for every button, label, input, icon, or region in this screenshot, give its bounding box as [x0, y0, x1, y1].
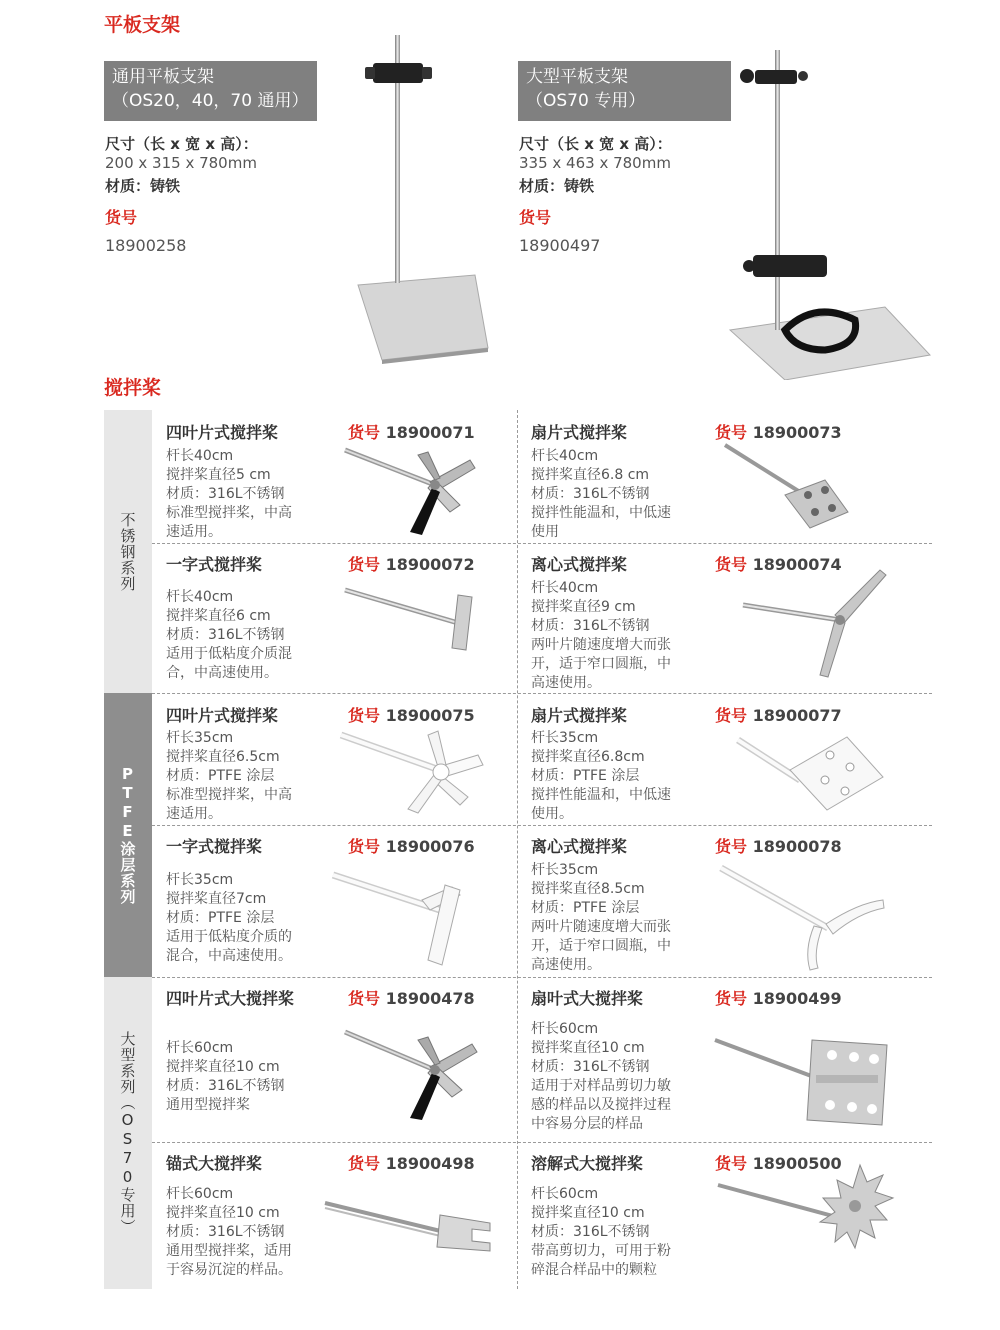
desc-line: 搅拌桨直径10 cm — [531, 1040, 645, 1056]
stand-2-size-label: 尺寸（长 x 宽 x 高）： — [519, 135, 672, 153]
desc-line: 使用。 — [531, 806, 573, 822]
desc-line: 杆长40cm — [166, 589, 234, 605]
code-label: 货号 — [715, 555, 748, 574]
category-label-ptfe: PTFE涂层系列 — [118, 765, 137, 905]
desc-line: 杆长35cm — [166, 872, 234, 888]
code-label: 货号 — [715, 1154, 748, 1173]
desc-line: 搅拌桨直径10 cm — [166, 1205, 280, 1221]
four-blade-ptfe-icon — [338, 725, 493, 815]
desc-line: 搅拌桨直径6.5cm — [166, 749, 280, 765]
item-name: 四叶片式大搅拌桨 — [166, 989, 295, 1008]
item-description — [531, 447, 691, 542]
desc-line: 材质：316L不锈钢 — [531, 1224, 650, 1240]
item-name: 四叶片式搅拌桨 — [166, 706, 279, 725]
desc-line: 杆长40cm — [531, 448, 599, 464]
desc-line: 搅拌性能温和，中低速 — [531, 505, 671, 521]
item-code — [715, 986, 842, 1009]
stand-2-name: 大型平板支架 — [526, 67, 628, 87]
desc-line: 杆长40cm — [166, 448, 234, 464]
code-number: 18900071 — [385, 423, 475, 442]
item-name: 锚式大搅拌桨 — [166, 1154, 263, 1173]
desc-line: 杆长60cm — [166, 1186, 234, 1202]
fan-blade-large-icon — [712, 1025, 897, 1130]
item-name: 离心式搅拌桨 — [531, 837, 628, 856]
desc-line: 杆长60cm — [166, 1040, 234, 1056]
stand-1-subname: （OS20，40，70 通用） — [112, 91, 309, 111]
desc-line: 标准型搅拌桨，中高 — [166, 505, 292, 521]
code-number: 18900499 — [752, 989, 842, 1008]
desc-line: 材质：PTFE 涂层 — [166, 768, 275, 784]
code-label: 货号 — [348, 1154, 381, 1173]
desc-line: 搅拌桨直径10 cm — [531, 1205, 645, 1221]
stand-2-code: 18900497 — [519, 236, 601, 255]
code-label: 货号 — [348, 837, 381, 856]
item-description — [166, 729, 326, 824]
stand-1-size-label: 尺寸（长 x 宽 x 高）： — [105, 135, 258, 153]
row-divider — [152, 693, 932, 694]
desc-line: 合，中高速使用。 — [166, 665, 278, 681]
item-code — [715, 834, 842, 857]
category-label-steel: 不锈钢系列 — [118, 511, 137, 592]
desc-line: 杆长35cm — [166, 730, 234, 746]
desc-line: 于容易沉淀的样品。 — [166, 1262, 292, 1278]
desc-line: 带高剪切力，可用于粉 — [531, 1243, 671, 1259]
code-number: 18900073 — [752, 423, 842, 442]
item-code — [348, 1151, 475, 1174]
desc-line: 材质：316L不锈钢 — [166, 1078, 285, 1094]
desc-line: 材质：PTFE 涂层 — [531, 900, 640, 916]
code-label: 货号 — [715, 706, 748, 725]
stand-1-code-label: 货号 — [105, 208, 138, 227]
dissolver-large-icon — [715, 1160, 895, 1285]
desc-line: 材质：316L不锈钢 — [531, 618, 650, 634]
desc-line: 材质：316L不锈钢 — [166, 486, 285, 502]
desc-line: 材质：PTFE 涂层 — [166, 910, 275, 926]
item-code — [348, 834, 475, 857]
desc-line: 开，适于窄口圆瓶，中 — [531, 938, 671, 954]
item-name: 四叶片式搅拌桨 — [166, 423, 279, 442]
desc-line: 搅拌桨直径6.8 cm — [531, 467, 650, 483]
code-number: 18900074 — [752, 555, 842, 574]
code-label: 货号 — [348, 555, 381, 574]
column-divider — [517, 410, 518, 1289]
row-divider — [152, 1142, 932, 1143]
item-code — [715, 703, 842, 726]
desc-line: 杆长40cm — [531, 580, 599, 596]
stand-2-subname: （OS70 专用） — [526, 91, 646, 111]
stand-universal-image — [340, 30, 500, 365]
desc-line: 搅拌桨直径6 cm — [166, 608, 271, 624]
item-description — [166, 871, 326, 966]
stand-1-title-box — [104, 61, 317, 121]
desc-line: 适用于对样品剪切力敏 — [531, 1078, 671, 1094]
category-label-large: 大型系列（OS70专用） — [118, 1031, 137, 1235]
item-description — [531, 579, 691, 693]
desc-line: 杆长60cm — [531, 1186, 599, 1202]
item-name: 扇片式搅拌桨 — [531, 706, 628, 725]
code-label: 货号 — [348, 706, 381, 725]
item-description — [166, 447, 326, 542]
stirrers-section-title: 搅拌桨 — [104, 377, 162, 399]
item-name: 扇片式搅拌桨 — [531, 423, 628, 442]
desc-line: 高速使用。 — [531, 957, 601, 973]
desc-line: 搅拌桨直径9 cm — [531, 599, 636, 615]
desc-line: 材质：316L不锈钢 — [166, 627, 285, 643]
item-name: 一字式搅拌桨 — [166, 555, 263, 574]
desc-line: 两叶片随速度增大而张 — [531, 637, 671, 653]
item-description — [531, 729, 691, 824]
code-number: 18900075 — [385, 706, 475, 725]
item-description — [531, 1020, 691, 1134]
desc-line: 碎混合样品中的颗粒 — [531, 1262, 657, 1278]
desc-line: 开，适于窄口圆瓶，中 — [531, 656, 671, 672]
item-description — [166, 588, 326, 683]
desc-line: 混合，中高速使用。 — [166, 948, 292, 964]
code-number: 18900498 — [385, 1154, 475, 1173]
four-blade-steel-icon — [340, 440, 490, 535]
desc-line: 速适用。 — [166, 806, 222, 822]
desc-line: 标准型搅拌桨，中高 — [166, 787, 292, 803]
desc-line: 材质：316L不锈钢 — [166, 1224, 285, 1240]
stand-2-code-label: 货号 — [519, 208, 552, 227]
row-divider — [152, 825, 932, 826]
code-number: 18900500 — [752, 1154, 842, 1173]
desc-line: 两叶片随速度增大而张 — [531, 919, 671, 935]
code-label: 货号 — [715, 423, 748, 442]
fan-blade-ptfe-icon — [735, 725, 885, 815]
stand-2-title-box — [518, 61, 731, 121]
straight-blade-ptfe-icon — [330, 865, 490, 970]
desc-line: 适用于低粘度介质混 — [166, 646, 292, 662]
code-label: 货号 — [348, 423, 381, 442]
code-number: 18900076 — [385, 837, 475, 856]
item-code — [348, 552, 475, 575]
code-number: 18900072 — [385, 555, 475, 574]
stand-2-material: 材质：铸铁 — [519, 177, 595, 195]
fan-blade-steel-icon — [720, 440, 870, 535]
desc-line: 杆长35cm — [531, 862, 599, 878]
desc-line: 通用型搅拌桨，适用 — [166, 1243, 292, 1259]
centrifugal-steel-icon — [740, 565, 890, 680]
centrifugal-ptfe-icon — [718, 858, 888, 973]
item-description — [166, 1039, 326, 1115]
desc-line: 杆长60cm — [531, 1021, 599, 1037]
item-code — [348, 986, 475, 1009]
code-number: 18900078 — [752, 837, 842, 856]
row-divider — [152, 543, 932, 544]
row-divider — [152, 977, 932, 978]
desc-line: 材质：PTFE 涂层 — [531, 768, 640, 784]
item-name: 一字式搅拌桨 — [166, 837, 263, 856]
code-number: 18900077 — [752, 706, 842, 725]
anchor-large-icon — [322, 1195, 497, 1270]
desc-line: 杆长35cm — [531, 730, 599, 746]
stand-1-name: 通用平板支架 — [112, 67, 214, 87]
straight-blade-steel-icon — [340, 575, 490, 670]
item-description — [166, 1185, 326, 1280]
stand-1-material: 材质：铸铁 — [105, 177, 181, 195]
code-number: 18900478 — [385, 989, 475, 1008]
stand-1-size-value: 200 x 315 x 780mm — [105, 154, 257, 172]
code-label: 货号 — [348, 989, 381, 1008]
desc-line: 搅拌性能温和，中低速 — [531, 787, 671, 803]
desc-line: 材质：316L不锈钢 — [531, 1059, 650, 1075]
desc-line: 高速使用。 — [531, 675, 601, 691]
desc-line: 搅拌桨直径10 cm — [166, 1059, 280, 1075]
desc-line: 速适用。 — [166, 524, 222, 540]
item-description — [531, 861, 691, 975]
desc-line: 感的样品以及搅拌过程 — [531, 1097, 671, 1113]
item-name: 离心式搅拌桨 — [531, 555, 628, 574]
item-name: 扇叶式大搅拌桨 — [531, 989, 644, 1008]
stand-2-size-value: 335 x 463 x 780mm — [519, 154, 671, 172]
item-description — [531, 1185, 691, 1280]
stand-large-image — [725, 45, 935, 380]
desc-line: 搅拌桨直径5 cm — [166, 467, 271, 483]
desc-line: 材质：316L不锈钢 — [531, 486, 650, 502]
desc-line: 通用型搅拌桨 — [166, 1097, 250, 1113]
desc-line: 搅拌桨直径6.8cm — [531, 749, 645, 765]
desc-line: 适用于低粘度介质的 — [166, 929, 292, 945]
stands-section-title: 平板支架 — [104, 14, 181, 36]
code-label: 货号 — [715, 837, 748, 856]
stand-1-code: 18900258 — [105, 236, 187, 255]
desc-line: 搅拌桨直径8.5cm — [531, 881, 645, 897]
four-blade-large-icon — [340, 1022, 490, 1122]
desc-line: 中容易分层的样品 — [531, 1116, 643, 1132]
code-label: 货号 — [715, 989, 748, 1008]
desc-line: 使用 — [531, 524, 559, 540]
item-code — [348, 703, 475, 726]
desc-line: 搅拌桨直径7cm — [166, 891, 267, 907]
item-name: 溶解式大搅拌桨 — [531, 1154, 644, 1173]
